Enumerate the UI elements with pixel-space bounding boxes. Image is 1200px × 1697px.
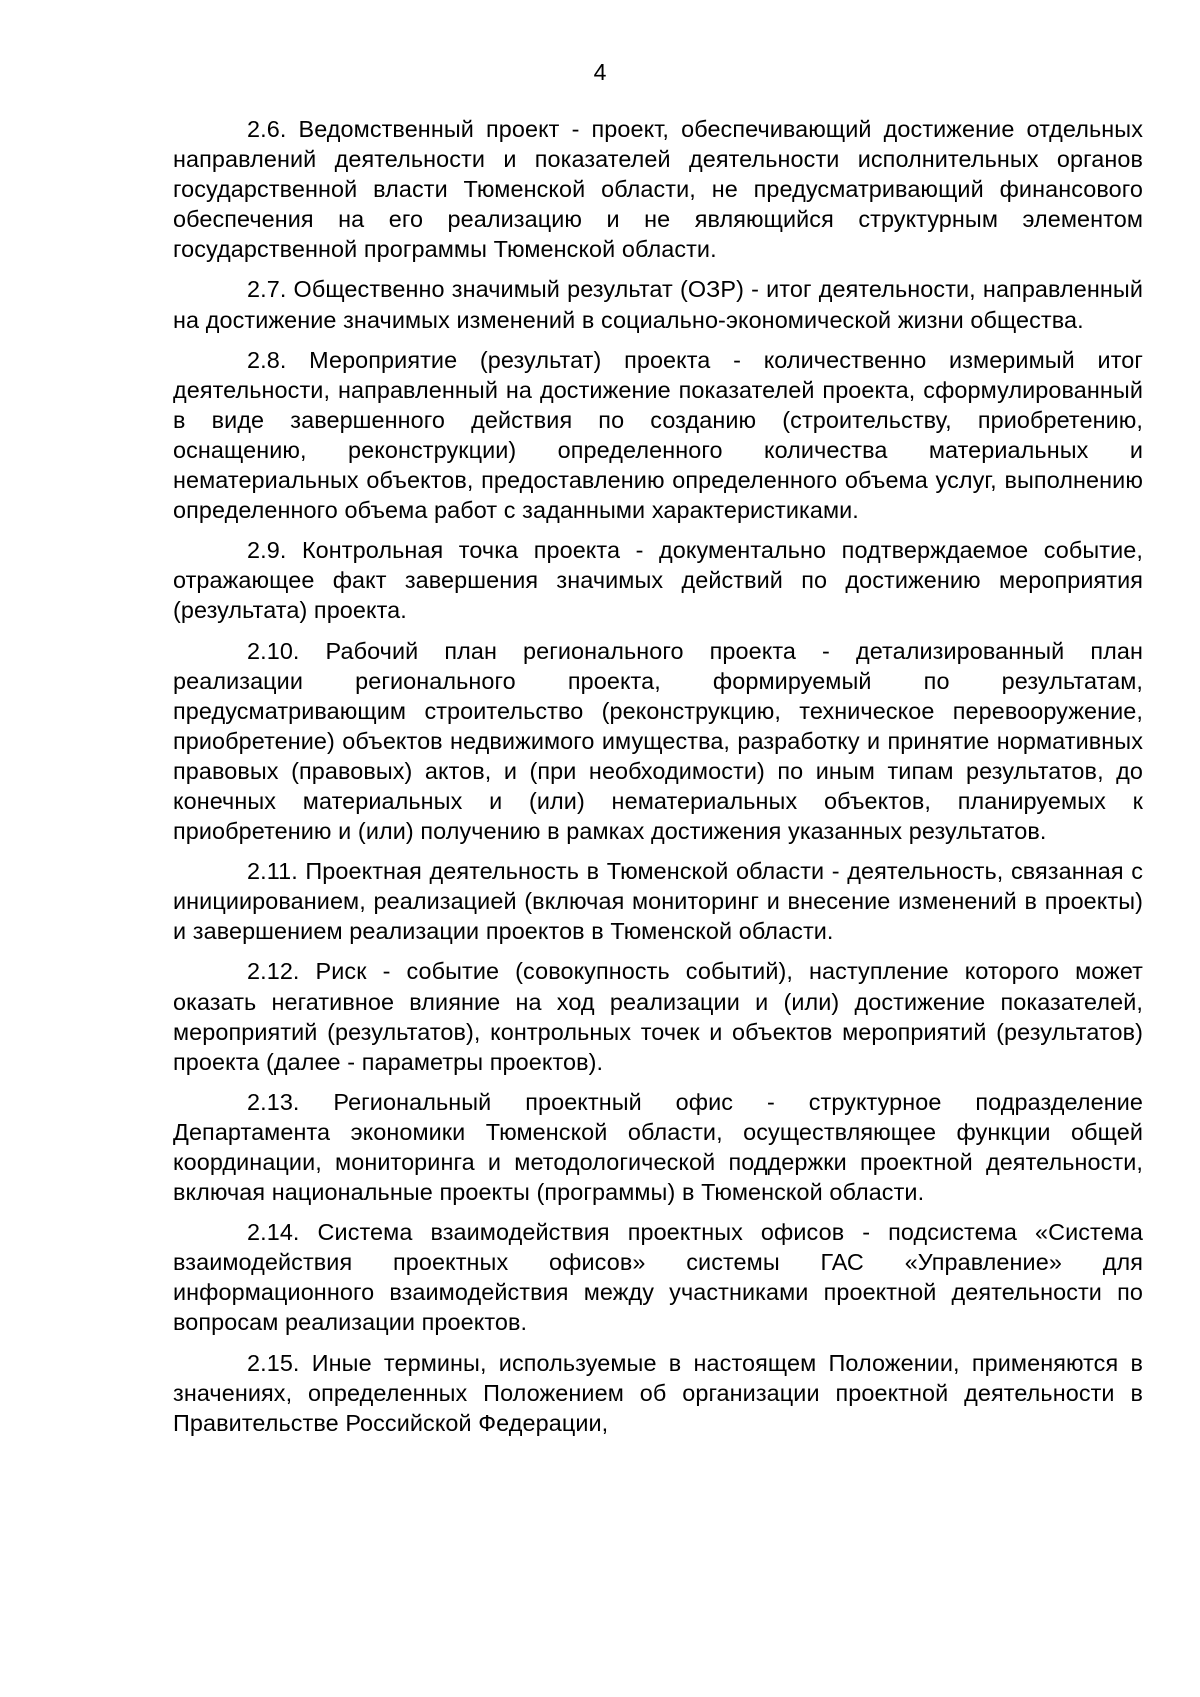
paragraph-2-6: 2.6. Ведомственный проект - проект, обеспечивающий достижение отдельных направлений деятельности и показателей деятельности исполнительных органов государственной власти Тюменской области, не предусматривающий финансового обеспечения на его реализацию и не являющийся структурным элементом государственной программы Тюменской области.: [173, 116, 1143, 263]
paragraph-2-9: 2.9. Контрольная точка проекта - документально подтверждаемое событие, отражающее факт завершения значимых действий по достижению мероприятия (результата) проекта.: [173, 537, 1143, 624]
paragraph-2-8: 2.8. Мероприятие (результат) проекта - количественно измеримый итог деятельности, направленный на достижение показателей проекта, сформулированный в виде завершенного действия по созданию (строительству, приобретению, оснащению, реконструкции) определенного количества материальных и нематериальных объектов, предоставлению определенного объема услуг, выполнению определенного объема работ с заданными характеристиками.: [173, 346, 1143, 524]
page-number: 4: [593, 59, 607, 85]
paragraph-2-11: 2.11. Проектная деятельность в Тюменской области - деятельность, связанная с инициированием, реализацией (включая мониторинг и внесение изменений в проекты) и завершением реализации проектов в Тюменской области.: [173, 858, 1143, 945]
paragraph-2-13: 2.13. Региональный проектный офис - структурное подразделение Департамента экономики Тюменской области, осуществляющее функции общей координации, мониторинга и методологической поддержки проектной деятельности, включая национальные проекты (программы) в Тюменской области.: [173, 1088, 1143, 1206]
paragraph-2-12: 2.12. Риск - событие (совокупность событий), наступление которого может оказать негативное влияние на ход реализации и (или) достижение показателей, мероприятий (результатов), контрольных точек и объектов мероприятий (результатов) проекта (далее - параметры проектов).: [173, 958, 1143, 1075]
paragraph-2-14: 2.14. Система взаимодействия проектных офисов - подсистема «Система взаимодействия проектных офисов» системы ГАС «Управление» для информационного взаимодействия между участниками проектной деятельности по вопросам реализации проектов.: [173, 1219, 1143, 1336]
paragraph-2-10: 2.10. Рабочий план регионального проекта - детализированный план реализации регионального проекта, формируемый по результатам, предусматривающим строительство (реконструкцию, техническое перевооружение, приобретение) объектов недвижимого имущества, разработку и принятие нормативных правовых (правовых) актов, и (при необходимости) по иным типам результатов, до конечных материальных и (или) нематериальных объектов, планируемых к приобретению и (или) получению в рамках достижения указанных результатов.: [173, 637, 1143, 845]
document-body: [173, 114, 1143, 1448]
paragraph-2-15: 2.15. Иные термины, используемые в настоящем Положении, применяются в значениях, определенных Положением об организации проектной деятельности в Правительстве Российской Федерации,: [173, 1349, 1143, 1436]
paragraph-2-7: 2.7. Общественно значимый результат (ОЗР) - итог деятельности, направленный на достижение значимых изменений в социально-экономической жизни общества.: [173, 276, 1143, 333]
